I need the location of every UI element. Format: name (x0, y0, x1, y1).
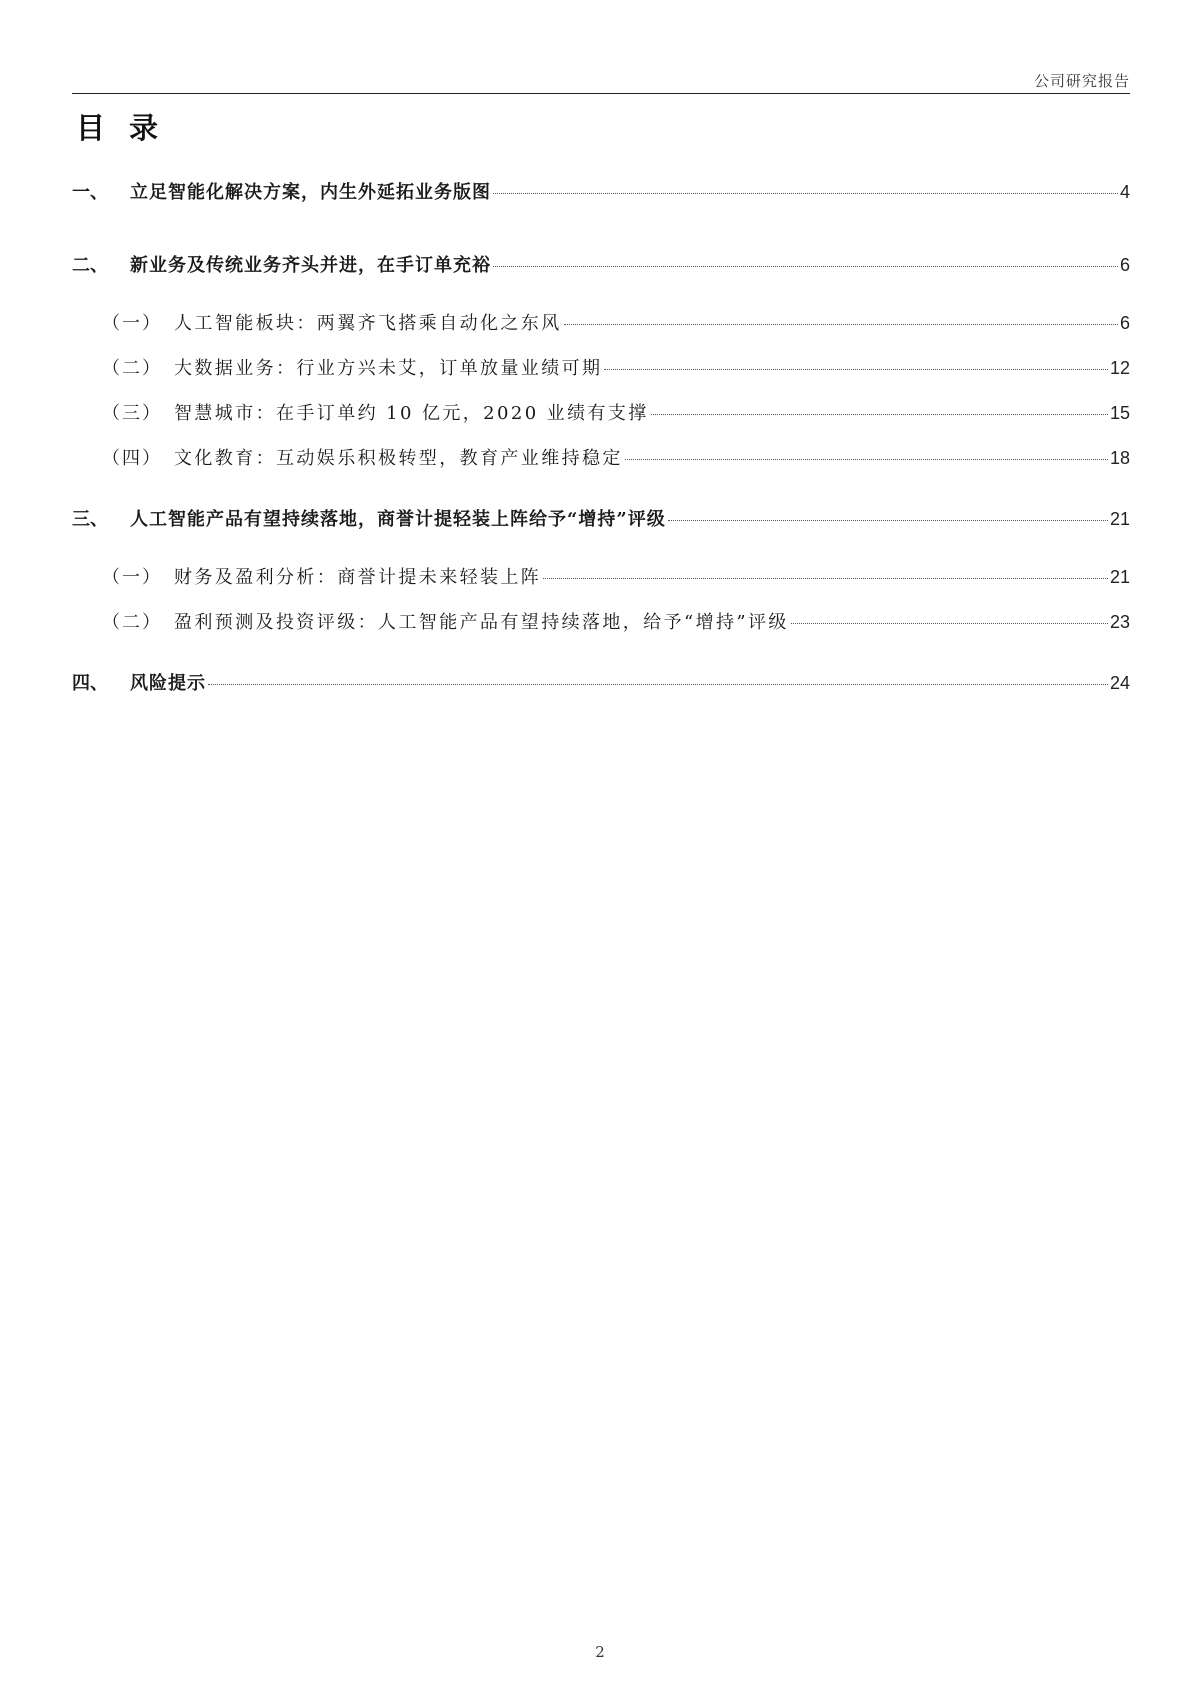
toc-entry-number: （四） (102, 448, 162, 469)
toc-entry-number: 三、 (72, 509, 108, 530)
report-type-label: 公司研究报告 (1033, 72, 1130, 90)
toc-title: 目录 (76, 111, 183, 145)
dot-leader (791, 623, 1108, 624)
toc-entry-page: 24 (1109, 673, 1130, 693)
toc-entry-title: 风险提示 (130, 673, 206, 694)
toc-entry-number: （二） (102, 612, 162, 633)
toc-entry-number: （一） (102, 313, 162, 334)
dot-leader (651, 414, 1108, 415)
dot-leader (625, 459, 1108, 460)
toc-entry-page: 6 (1119, 313, 1130, 333)
toc-entry-page: 12 (1109, 358, 1130, 378)
dot-leader (208, 684, 1108, 685)
toc-entry-number: 二、 (72, 255, 108, 276)
dot-leader (543, 578, 1108, 579)
toc-entry-title: 新业务及传统业务齐头并进，在手订单充裕 (130, 255, 491, 276)
toc-entry-section-2-3[interactable] (72, 399, 1130, 427)
toc-entry-title: 立足智能化解决方案，内生外延拓业务版图 (130, 182, 491, 203)
toc-entry-number: （一） (102, 567, 162, 588)
toc-entry-page: 18 (1109, 448, 1130, 468)
toc-entry-title: 文化教育：互动娱乐积极转型，教育产业维持稳定 (174, 448, 623, 469)
toc-entry-page: 6 (1119, 255, 1130, 275)
toc-entry-title: 智慧城市：在手订单约 10 亿元，2020 业绩有支撑 (174, 403, 649, 424)
toc-entry-page: 4 (1119, 182, 1130, 202)
toc-entry-number: 一、 (72, 182, 108, 203)
toc-entry-number: （三） (102, 403, 162, 424)
dot-leader (604, 369, 1108, 370)
toc-entry-section-3[interactable] (72, 505, 1130, 533)
dot-leader (493, 266, 1118, 267)
toc-entry-number: （二） (102, 358, 162, 379)
page-number: 2 (595, 1643, 605, 1661)
toc-entry-title: 盈利预测及投资评级：人工智能产品有望持续落地，给予“增持”评级 (174, 612, 789, 633)
toc-entry-title: 人工智能产品有望持续落地，商誉计提轻装上阵给予“增持”评级 (130, 509, 666, 530)
toc-entry-section-2-2[interactable] (72, 354, 1130, 382)
toc-entry-section-4[interactable] (72, 669, 1130, 697)
toc-entry-section-2-1[interactable] (72, 309, 1130, 337)
toc-entry-section-3-1[interactable] (72, 563, 1130, 591)
toc-entry-page: 21 (1109, 509, 1130, 529)
toc-entry-page: 23 (1109, 612, 1130, 632)
dot-leader (564, 324, 1118, 325)
dot-leader (493, 193, 1118, 194)
toc-entry-title: 人工智能板块：两翼齐飞搭乘自动化之东风 (174, 313, 562, 334)
toc-entry-title: 大数据业务：行业方兴未艾，订单放量业绩可期 (174, 358, 603, 379)
toc-entry-number: 四、 (72, 673, 108, 694)
toc-entry-section-2[interactable] (72, 251, 1130, 279)
toc-entry-section-2-4[interactable] (72, 444, 1130, 472)
toc-entry-section-1[interactable] (72, 178, 1130, 206)
toc-entry-section-3-2[interactable] (72, 608, 1130, 636)
toc-entry-page: 21 (1109, 567, 1130, 587)
dot-leader (668, 520, 1108, 521)
page-header (72, 62, 1130, 94)
toc-entry-page: 15 (1109, 403, 1130, 423)
toc-entry-title: 财务及盈利分析：商誉计提未来轻装上阵 (174, 567, 542, 588)
